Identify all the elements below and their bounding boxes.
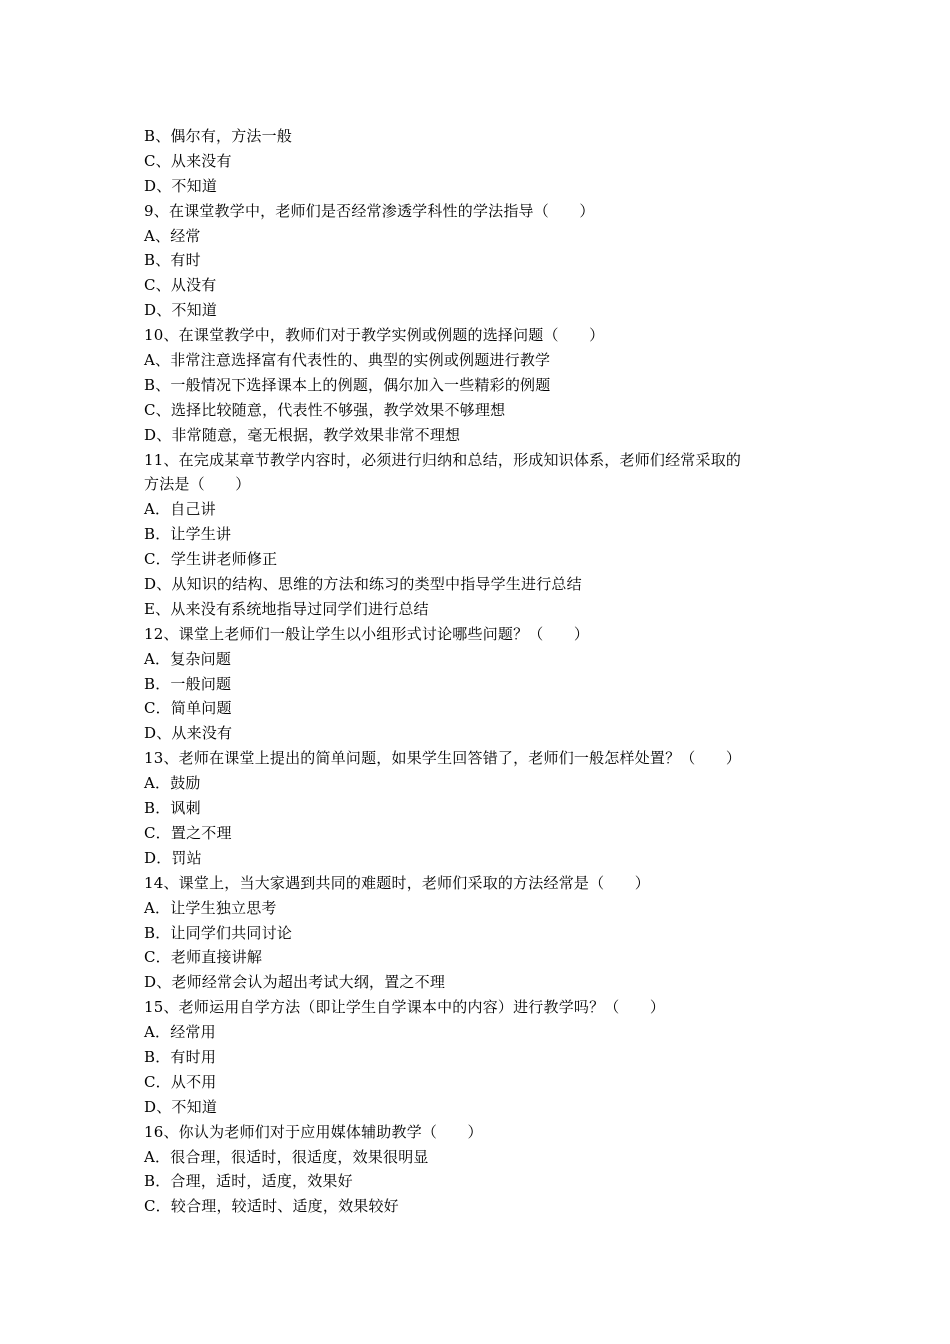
question-11-option-d: D、从知识的结构、思维的方法和练习的类型中指导学生进行总结 [144,575,582,594]
question-11-option-c: C．学生讲老师修正 [144,550,278,569]
question-14-option-a: A．让学生独立思考 [144,898,277,917]
question-12-option-b: B．一般问题 [144,674,232,693]
question-10-option-d: D、非常随意，毫无根据，教学效果非常不理想 [144,425,461,444]
question-13-option-d: D．罚站 [144,848,202,867]
option-d-unknown: D、不知道 [144,176,218,195]
question-11-option-b: B．让学生讲 [144,525,232,544]
question-12-option-a: A．复杂问题 [144,649,232,668]
question-11-option-a: A．自己讲 [144,500,216,519]
question-16: 16、你认为老师们对于应用媒体辅助教学（ ） [144,1122,483,1141]
question-12: 12、课堂上老师们一般让学生以小组形式讨论哪些问题？（ ） [144,624,590,643]
question-16-option-a: A．很合理，很适时，很适度，效果很明显 [144,1147,429,1166]
option-b-occasionally: B、偶尔有，方法一般 [144,127,293,145]
question-16-option-b: B．合理，适时，适度，效果好 [144,1172,353,1191]
question-13-option-b: B．讽刺 [144,799,201,818]
question-9-option-c: C、从没有 [144,276,217,295]
question-14-option-b: B．让同学们共同讨论 [144,923,293,942]
question-14: 14、课堂上，当大家遇到共同的难题时，老师们采取的方法经常是（ ） [144,873,650,892]
question-15-option-a: A．经常用 [144,1023,216,1042]
question-9-option-a: A、经常 [144,226,201,245]
question-13-option-c: C．置之不理 [144,823,232,842]
question-10-option-b: B、一般情况下选择课本上的例题，偶尔加入一些精彩的例题 [144,375,551,394]
question-13-option-a: A．鼓励 [144,774,201,793]
question-11-line-2: 方法是（ ） [144,475,251,494]
question-15-option-b: B．有时用 [144,1047,217,1066]
question-12-option-c: C．简单问题 [144,699,232,718]
question-14-option-c: C．老师直接讲解 [144,948,263,967]
question-14-option-d: D、老师经常会认为超出考试大纲，置之不理 [144,973,446,992]
question-16-option-c: C．较合理，较适时、适度，效果较好 [144,1197,399,1216]
question-11-line-1: 11、在完成某章节教学内容时，必须进行归纳和总结，形成知识体系，老师们经常采取的 [144,450,742,469]
question-12-option-d: D、从来没有 [144,724,233,743]
question-13: 13、老师在课堂上提出的简单问题，如果学生回答错了，老师们一般怎样处置？（ ） [144,749,742,768]
question-9: 9、在课堂教学中，老师们是否经常渗透学科性的学法指导（ ） [144,201,595,220]
survey-document-page [144,124,816,1219]
question-10-option-a: A、非常注意选择富有代表性的、典型的实例或例题进行教学 [144,351,551,370]
question-10-option-c: C、选择比较随意，代表性不够强，教学效果不够理想 [144,400,506,419]
question-15-option-c: C．从不用 [144,1072,217,1091]
question-9-option-b: B、有时 [144,251,201,270]
question-11-option-e: E、从来没有系统地指导过同学们进行总结 [144,599,429,618]
question-10: 10、在课堂教学中，教师们对于教学实例或例题的选择问题（ ） [144,326,605,345]
question-15: 15、老师运用自学方法（即让学生自学课本中的内容）进行教学吗？（ ） [144,998,666,1017]
question-15-option-d: D、不知道 [144,1097,218,1116]
question-9-option-d: D、不知道 [144,301,218,320]
option-c-never: C、从来没有 [144,151,232,170]
